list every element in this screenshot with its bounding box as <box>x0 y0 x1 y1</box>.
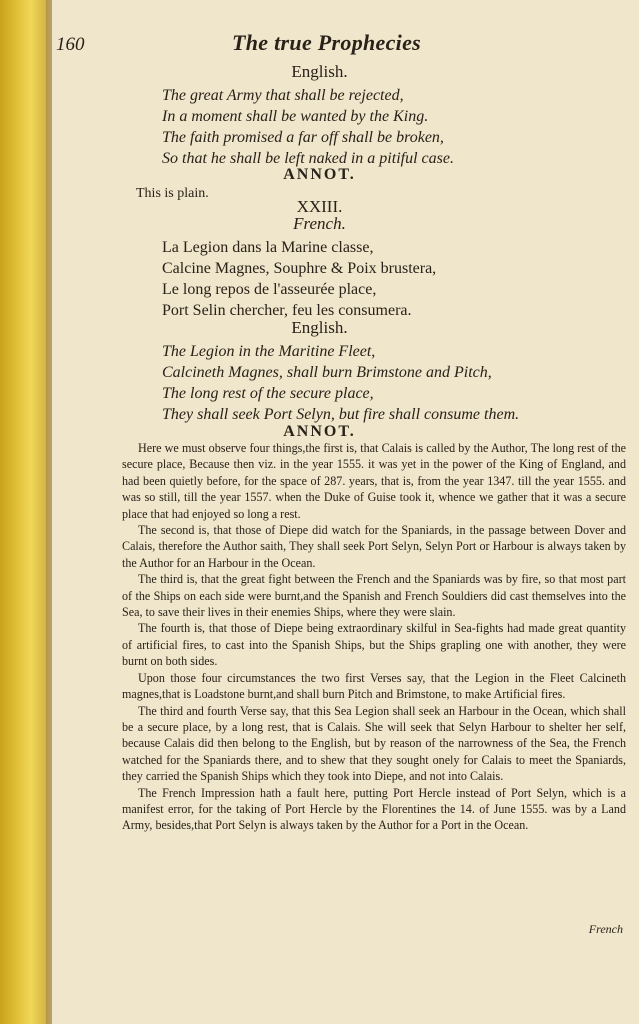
annot-heading-1: ANNOT. <box>283 166 356 183</box>
page-number: 160 <box>56 34 85 55</box>
english-verse-line: The Legion in the Maritine Fleet, <box>162 343 376 360</box>
french-verse-line: Le long repos de l'asseurée place, <box>162 281 377 298</box>
gilded-page-edge <box>0 0 52 1024</box>
english-verse-line: The long rest of the secure place, <box>162 385 374 402</box>
commentary-paragraph: The third is, that the great fight between the French and the Spaniards was by fire, so that most part of the Ships on each side were burnt,and the Spanish and French Souldiers did cast themselves into the Sea, to save their lives in their enemies Ships, where they were slain. <box>122 572 626 620</box>
commentary-paragraph: The second is, that those of Diepe did watch for the Spaniards, in the passage between Dover and Calais, therefore the Author saith, They shall seek Port Selyn, Selyn Port or Harbour is always taken by the Author for an Harbour in the Ocean. <box>122 523 626 570</box>
running-title: The true Prophecies <box>232 30 422 55</box>
verse-line: The faith promised a far off shall be broken, <box>162 129 444 146</box>
quatrain-number: XXIII. <box>296 197 343 216</box>
commentary-paragraph: The French Impression hath a fault here, putting Port Hercle instead of Port Selyn, which is a manifest error, for the taking of Port Hercle by the Florentines the 14. of June 1555. was by a Land Army, besides,that Port Selyn is always taken by the Author for a Port in the Ocean. <box>122 785 626 833</box>
commentary-paragraph: Upon those four circumstances the two first Verses say, that the Legion in the Fleet Calcineth magnes,that is Loadstone burnt,and shall burn Pitch and Brimstone, to make Artificial fires. <box>122 670 626 702</box>
french-verse-line: Port Selin chercher, feu les consumera. <box>162 302 412 319</box>
catchword: French <box>588 922 623 936</box>
english-verse-line: They shall seek Port Selyn, but fire shall consume them. <box>162 406 520 423</box>
english-verse-line: Calcineth Magnes, shall burn Brimstone and Pitch, <box>162 364 492 381</box>
verse-line: In a moment shall be wanted by the King. <box>162 108 429 125</box>
annot-heading-2: ANNOT. <box>283 423 356 440</box>
commentary <box>122 440 626 834</box>
commentary-paragraph: The fourth is, that those of Diepe being extraordinary skilful in Sea-fights had made great quantity of artificial fires, to cast into the Spanish Ships, but the Ships grapling one with another, they were burnt on both sides. <box>122 621 626 669</box>
french-heading: French. <box>293 214 346 233</box>
verse-line: So that he shall be left naked in a pitiful case. <box>162 150 454 167</box>
english-heading-1: English. <box>291 62 348 81</box>
annot-text-1: This is plain. <box>136 186 209 201</box>
french-verse-line: Calcine Magnes, Souphre & Poix brustera, <box>162 260 437 277</box>
verse-line: The great Army that shall be rejected, <box>162 87 404 104</box>
english-heading-2: English. <box>291 318 348 337</box>
french-verse-line: La Legion dans la Marine classe, <box>162 239 374 256</box>
commentary-paragraph: Here we must observe four things,the first is, that Calais is called by the Author, The long rest of the secure place, Because then viz. in the year 1555. it was yet in the power of the King of England, and had been quietly before, for the space of 287. years, that is, from the year 1347. till the year 1555. and was so still, till the year 1557. when the Duke of Guise took it, whence we gather that it was a secure place that had enjoyed so long a rest. <box>122 441 626 521</box>
running-head <box>56 30 476 58</box>
commentary-paragraph: The third and fourth Verse say, that this Sea Legion shall seek an Harbour in the Ocean, which shall be a secure place, by a long rest, that is Calais. She will seek that Selyn Harbour to shelter her self, because Calais did then belong to the English, but by reason of the narrowness of the Sea, the French watched for the Spaniards there, and to shew that they sought onely for Calais to meet the Spaniards, they carried the Spanish Ships which they took into Diepe, and not into Calais. <box>122 703 626 784</box>
